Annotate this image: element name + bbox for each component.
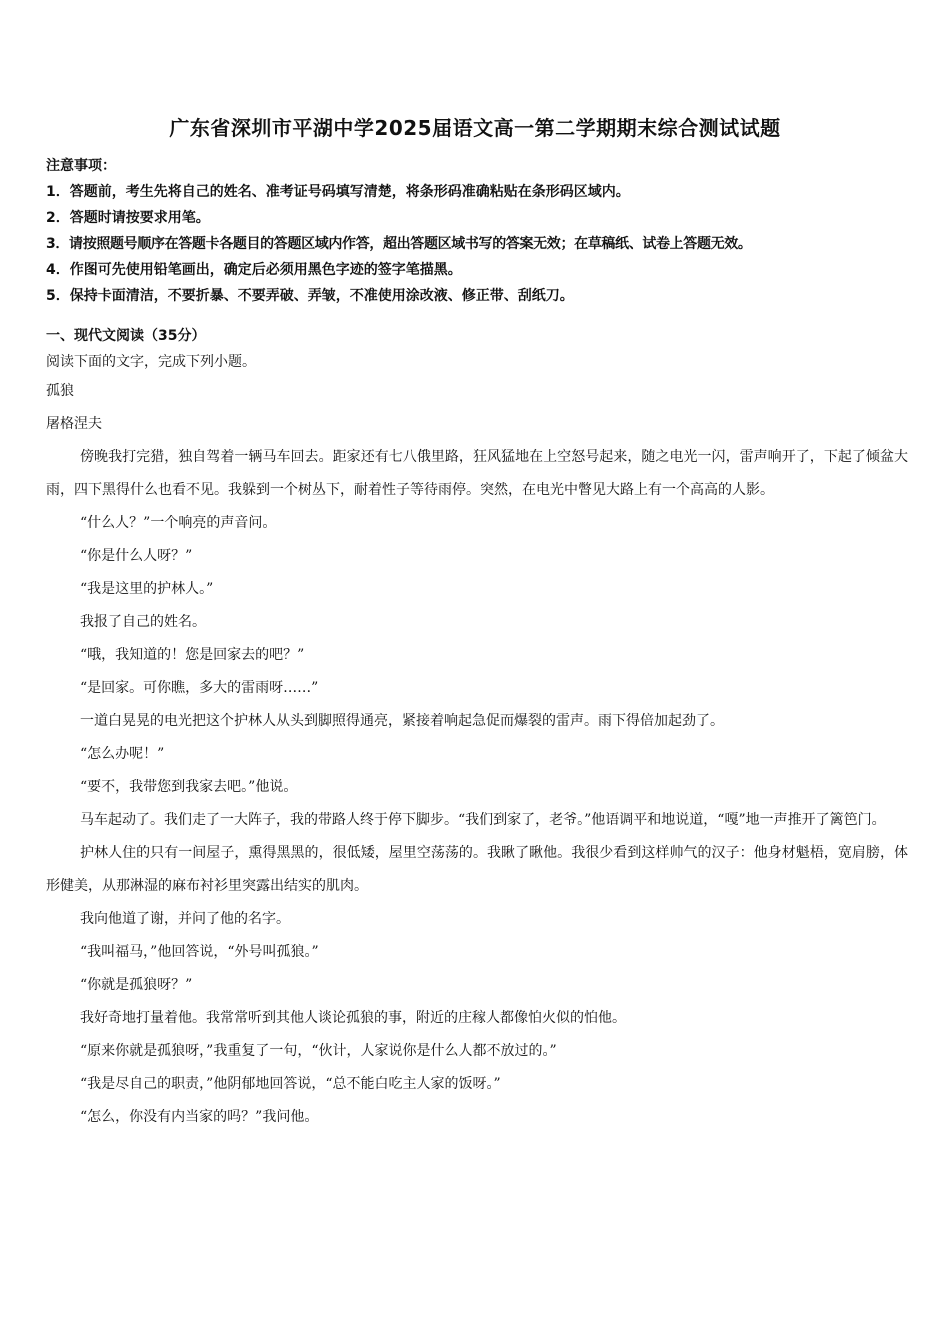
paragraph: “我叫福马，”他回答说，“外号叫孤狼。” bbox=[80, 944, 319, 960]
paragraph: “要不，我带您到我家去吧。”他说。 bbox=[80, 779, 298, 795]
paragraph: “原来你就是孤狼呀，”我重复了一句，“伙计，人家说你是什么人都不放过的。” bbox=[80, 1043, 557, 1059]
section-heading: 一、现代文阅读（35分） bbox=[46, 328, 206, 344]
notice-item: 3．请按照题号顺序在答题卡各题目的答题区域内作答，超出答题区域书写的答案无效；在草稿纸、试卷上答题无效。 bbox=[46, 236, 752, 252]
paragraph: 护林人住的只有一间屋子，熏得黑黑的，很低矮，屋里空荡荡的。我瞅了瞅他。我很少看到这样帅气的汉子：他身材魁梧，宽肩膀，体形健美，从那淋湿的麻布衬衫里突露出结实的肌肉。 bbox=[46, 845, 908, 894]
paragraph: 一道白晃晃的电光把这个护林人从头到脚照得通亮，紧接着响起急促而爆裂的雷声。雨下得倍加起劲了。 bbox=[80, 713, 724, 729]
exam-title: 广东省深圳市平湖中学2025届语文高一第二学期期末综合测试试题 bbox=[169, 116, 781, 140]
paragraph: 我好奇地打量着他。我常常听到其他人谈论孤狼的事，附近的庄稼人都像怕火似的怕他。 bbox=[80, 1010, 626, 1026]
notice-heading: 注意事项： bbox=[46, 158, 116, 174]
paragraph: 我向他道了谢，并问了他的名字。 bbox=[80, 911, 290, 927]
reading-passage bbox=[46, 349, 908, 1134]
paragraph: “哦，我知道的！您是回家去的吧？” bbox=[80, 647, 305, 663]
paragraph: “我是这里的护林人。” bbox=[80, 581, 214, 597]
paragraph: “你就是孤狼呀？” bbox=[80, 977, 193, 993]
story-author: 屠格涅夫 bbox=[46, 416, 102, 432]
paragraph: 马车起动了。我们走了一大阵子，我的带路人终于停下脚步。“我们到家了，老爷。”他语调平和地说道，“嘎”地一声推开了篱笆门。 bbox=[80, 812, 886, 828]
story-title: 孤狼 bbox=[46, 383, 74, 399]
notice-item: 1．答题前，考生先将自己的姓名、准考证号码填写清楚，将条形码准确粘贴在条形码区域内。 bbox=[46, 184, 630, 200]
paragraph: “怎么办呢！” bbox=[80, 746, 165, 762]
paragraph: “我是尽自己的职责，”他阴郁地回答说，“总不能白吃主人家的饭呀。” bbox=[80, 1076, 501, 1092]
paragraph: “是回家。可你瞧，多大的雷雨呀……” bbox=[80, 680, 319, 696]
paragraph: 傍晚我打完猎，独自驾着一辆马车回去。距家还有七八俄里路，狂风猛地在上空怒号起来，随之电光一闪，雷声响开了，下起了倾盆大雨，四下黑得什么也看不见。我躲到一个树丛下，耐着性子等待雨停。突然，在电光中瞥见大路上有一个高高的人影。 bbox=[46, 449, 908, 498]
notice-block bbox=[46, 153, 916, 309]
paragraph: “怎么，你没有内当家的吗？”我问他。 bbox=[80, 1109, 319, 1125]
notice-item: 4．作图可先使用铅笔画出，确定后必须用黑色字迹的签字笔描黑。 bbox=[46, 262, 462, 278]
reading-instruction: 阅读下面的文字，完成下列小题。 bbox=[46, 354, 256, 370]
notice-item: 5．保持卡面清洁，不要折暴、不要弄破、弄皱，不准使用涂改液、修正带、刮纸刀。 bbox=[46, 288, 574, 304]
paragraph: “你是什么人呀？” bbox=[80, 548, 193, 564]
notice-item: 2．答题时请按要求用笔。 bbox=[46, 210, 210, 226]
paragraph: “什么人？”一个响亮的声音问。 bbox=[80, 515, 277, 531]
paragraph: 我报了自己的姓名。 bbox=[80, 614, 206, 630]
